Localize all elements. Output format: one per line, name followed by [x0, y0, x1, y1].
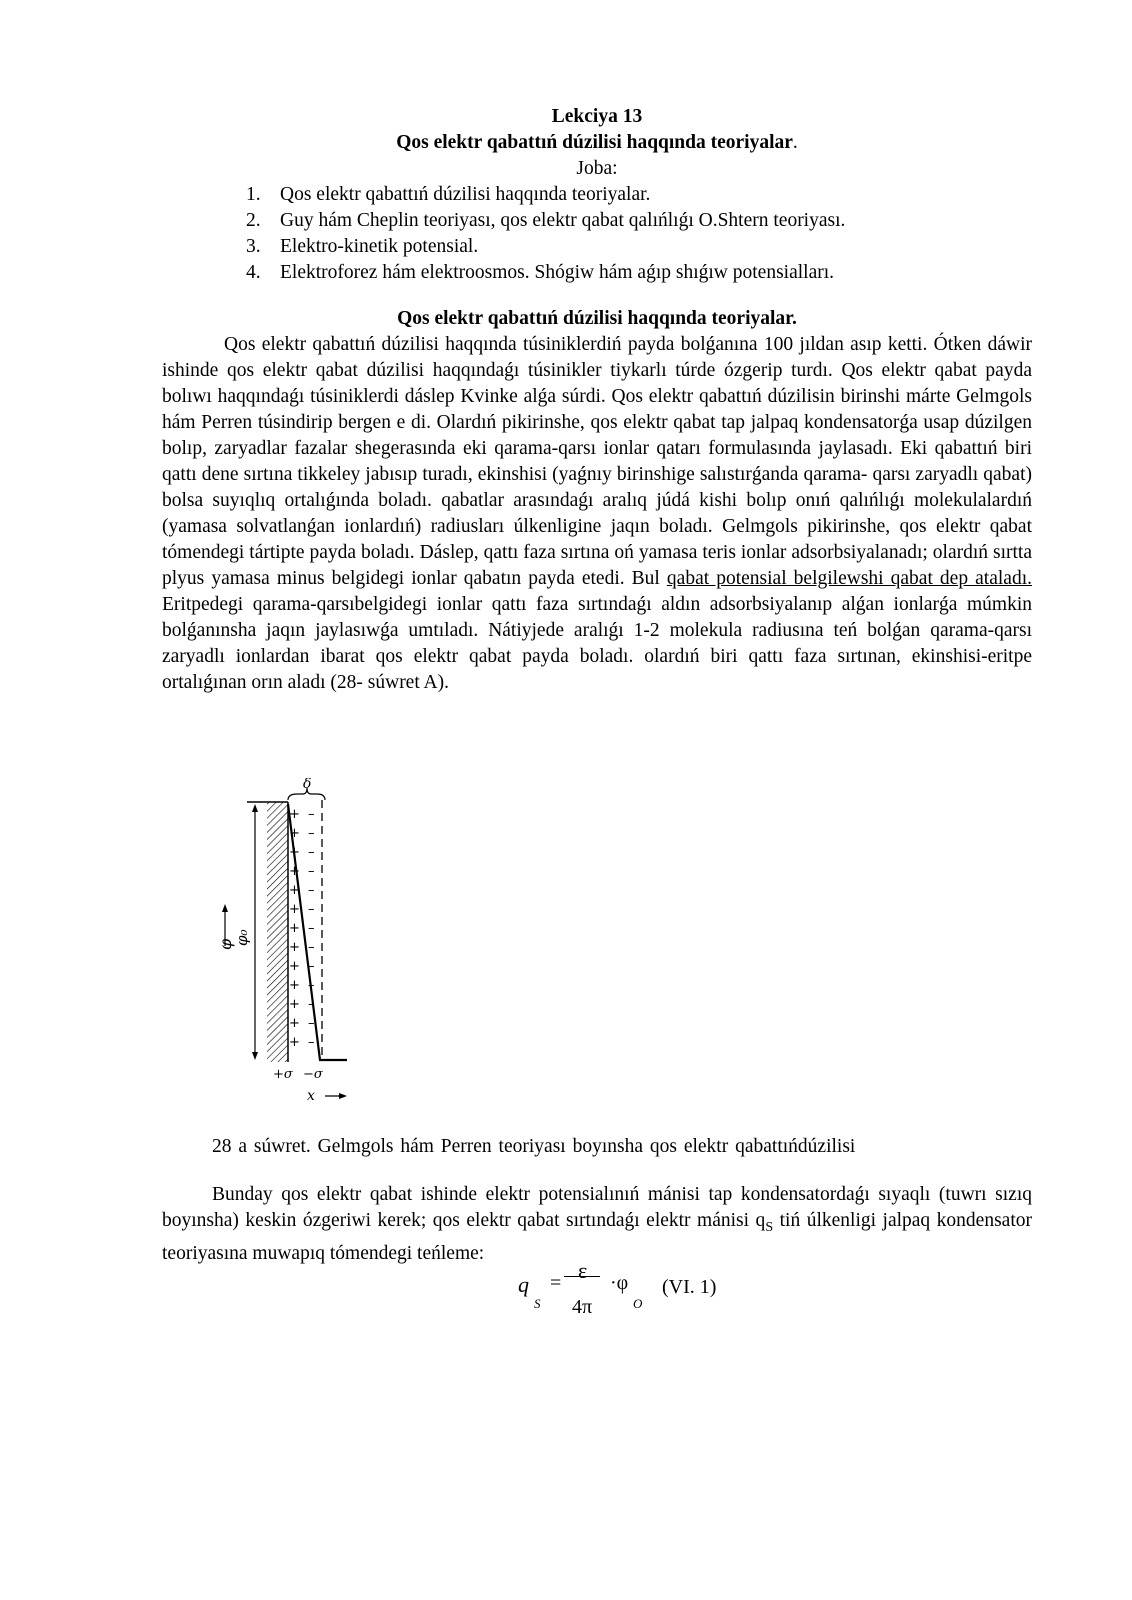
svg-text:–: –: [308, 1035, 315, 1050]
section-title: Qos elektr qabattıń dúzilisi haqqında teoriyalar.: [397, 308, 797, 329]
lecture-title-dot: .: [792, 132, 798, 153]
x-label: x: [307, 1088, 315, 1104]
svg-text:–: –: [308, 921, 315, 936]
paragraph-2-subscript: S: [765, 1219, 774, 1235]
document-body: [162, 104, 1032, 696]
plan-item-number: 2.: [246, 210, 261, 231]
formula-q: q: [518, 1272, 529, 1297]
plan-item-text: Elektro-kinetik potensial.: [280, 236, 479, 257]
formula-sub-o: O: [633, 1296, 643, 1311]
plan-item-text: Guy hám Cheplin teoriyası, qos elektr qabat qalıńlıǵı O.Shtern teoriyası.: [280, 210, 846, 231]
minus-sigma-label: −σ: [303, 1067, 323, 1082]
phi-label: φ: [216, 938, 235, 950]
svg-text:–: –: [308, 978, 315, 993]
formula-denominator: 4π: [572, 1296, 593, 1318]
positive-charges: [289, 807, 300, 1050]
paragraph-underlined-text: qabat potensial belgilewshi qabat dep ataladı.: [666, 568, 1032, 589]
figure-caption: 28 a súwret. Gelmgols hám Perren teoriyası boyınsha qos elektr qabattıńdúzilisi: [212, 1136, 856, 1157]
formula-epsilon: ε: [578, 1258, 588, 1283]
phi0-label: φ₀: [233, 929, 251, 946]
svg-text:+: +: [289, 826, 300, 841]
plan-item: [246, 208, 1032, 234]
solid-phase-hatch: [267, 802, 288, 1062]
formula-vi1: [518, 1258, 758, 1328]
phi0-span-arrow-bottom: [252, 1052, 258, 1060]
figure-diagram: [215, 778, 365, 1108]
paragraph-text-before: Qos elektr qabattıń dúzilisi haqqında túsiniklerdiń payda bolǵanına 100 jıldan asıp ketti. Ótken dáwir ishinde qos elektr qabat dúzilisi haqqındaǵı túsinikler tiykarlı túrde ózgerip turdı. Qos elektr qabat payda bolıwı haqqındaǵı túsiniklerdi dáslep Kvinke alǵa súrdi. Qos elektr qabattıń dúzilisin birinshi márte Gelmgols hám Perren túsindirip bergen e di. Olardıń pikirinshe, qos elektr qabat tap jalpaq kondensatorǵa usap dúzilgen bolıp, zaryadlar fazalar shegerasında eki qarama-qarsı ionlar qatarı formulasında jaylasadı. Eki qabattıń biri qattı dene sırtına tikkeley jabısıp turadı, ekinshisi (yaǵnıy birinshige salıstırǵanda qarama- qarsı zaryadlı qabat) bolsa suyıqlıq ortalıǵında boladı. qabatlar arasındaǵı aralıq júdá kishi bolıp onıń qalıńlıǵı molekulalardıń (yamasa solvatlanǵan ionlardıń) radiusları úlkenligine jaqın boladı. Gelmgols pikirinshe, qos elektr qabat tómendegi tártipte payda boladı. Dáslep, qattı faza sırtına oń yamasa teris ionlar adsorbsiyalanadı; olardıń sırtta plyus yamasa minus belgidegi ionlar qabatın payda etedi. Bul: [162, 334, 1032, 589]
section-paragraph: [162, 332, 1032, 696]
svg-text:+: +: [289, 807, 300, 822]
svg-text:+: +: [289, 978, 300, 993]
paragraph-2-text-after: tiń úlkenligi jalpaq kondensator teoriyasına muwapıq tómendegi teńleme:: [162, 1210, 1032, 1264]
svg-text:–: –: [308, 902, 315, 917]
formula-number: (VI. 1): [662, 1276, 717, 1298]
phi0-span-arrow-top: [252, 804, 258, 812]
paragraph-text-after: Eritpedegi qarama-qarsıbelgidegi ionlar qattı faza sırtındaǵı aldın adsorbsiyalanıp alǵan ionlarǵa múmkin bolǵanınsha jaqın jaylasıwǵa umtıladı. Nátiyjede aralıǵı 1-2 molekula radiusına teń bolǵan qarama-qarsı zaryadlı ionlardan ibarat qos elektr qabat payda boladı. olardıń biri qattı faza sırtınan, ekinshisi-eritpe ortalıǵınan orın aladı (28- súwret A).: [162, 594, 1032, 693]
formula-fraction-bar: [564, 1276, 600, 1277]
svg-text:+: +: [289, 845, 300, 860]
svg-text:–: –: [308, 959, 315, 974]
svg-text:+: +: [289, 864, 300, 879]
svg-text:+: +: [289, 921, 300, 936]
svg-text:–: –: [308, 940, 315, 955]
plan-item-number: 3.: [246, 236, 261, 257]
svg-text:–: –: [308, 864, 315, 879]
phi-arrow-head: [222, 904, 228, 912]
svg-text:+: +: [289, 940, 300, 955]
formula-sub-s: S: [534, 1296, 541, 1311]
lecture-heading: Lekciya 13: [551, 106, 643, 127]
svg-text:–: –: [308, 826, 315, 841]
plan-item: [246, 260, 1032, 286]
formula-equals: =: [550, 1272, 562, 1294]
plan-item-number: 4.: [246, 262, 261, 283]
svg-text:–: –: [308, 845, 315, 860]
svg-text:–: –: [308, 1016, 315, 1031]
x-arrow-head: [339, 1093, 347, 1099]
plan-label: Joba:: [576, 158, 618, 179]
plan-item-text: Qos elektr qabattıń dúzilisi haqqında teoriyalar.: [280, 184, 651, 205]
svg-text:+: +: [289, 1035, 300, 1050]
svg-text:+: +: [289, 959, 300, 974]
figure-28a: [215, 778, 365, 1108]
plan-list: [162, 182, 1032, 286]
svg-text:+: +: [289, 997, 300, 1012]
svg-text:+: +: [289, 1016, 300, 1031]
delta-label: δ: [303, 778, 312, 792]
svg-text:+: +: [289, 902, 300, 917]
plan-item-text: Elektroforez hám elektroosmos. Shógiw hám aǵıp shıǵıw potensialları.: [280, 262, 835, 283]
plus-sigma-label: +σ: [273, 1067, 293, 1082]
plan-item-number: 1.: [246, 184, 261, 205]
svg-text:–: –: [308, 807, 315, 822]
formula-dot-phi: ·φ: [610, 1272, 629, 1294]
svg-text:–: –: [308, 883, 315, 898]
paragraph-2: [162, 1182, 1032, 1267]
lecture-title-text: Qos elektr qabattıń dúzilisi haqqında teoriyalar: [396, 132, 793, 153]
lecture-title: [162, 130, 1032, 156]
paragraph-2-text: Bunday qos elektr qabat ishinde elektr potensialınıń mánisi tap kondensatordaǵı sıyaqlı (tuwrı sızıq boyınsha) keskin ózgeriwi kerek; qos elektr qabat sırtındaǵı elektr mánisi q: [162, 1184, 1032, 1231]
svg-text:+: +: [289, 883, 300, 898]
plan-item: [246, 182, 1032, 208]
plan-item: [246, 234, 1032, 260]
svg-text:–: –: [308, 997, 315, 1012]
